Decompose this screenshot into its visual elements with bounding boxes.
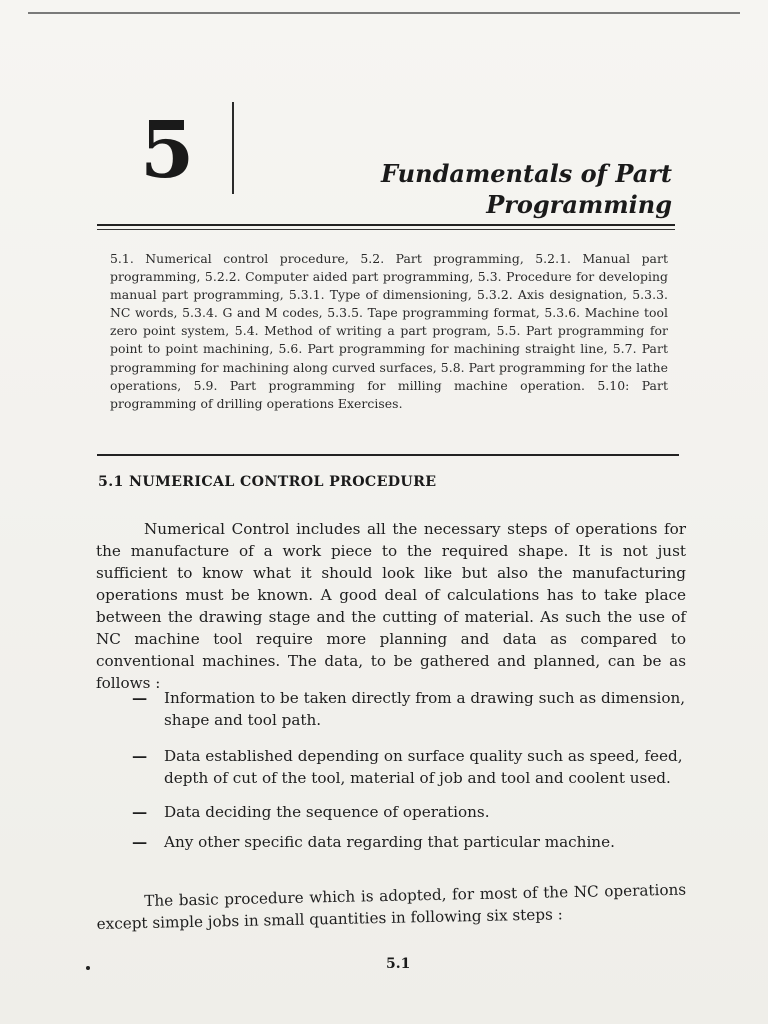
list-item [132, 745, 692, 789]
chapter-number: 5 [140, 105, 195, 196]
list-item-text: Information to be taken directly from a drawing such as dimension, shape and tool path. [164, 689, 686, 729]
list-item [132, 831, 692, 853]
list-dash: — [132, 689, 148, 707]
title-double-rule [97, 224, 675, 230]
contents-rule [97, 454, 679, 456]
list-dash: — [132, 833, 148, 851]
data-list [132, 687, 692, 853]
stray-ink-dot [86, 966, 90, 970]
paragraph-intro: Numerical Control includes all the necessary steps of operations for the manufacture of a work piece to the required shape. It is not just sufficient to know what it should look like but also the manufacturing operations must be known. A good deal of calculations has to take place between the drawing stage and the cutting of material. As such the use of NC machine tool require more planning and data as compared to conventional machines. The data, to be gathered and planned, can be as follows : [96, 520, 686, 693]
list-dash: — [132, 747, 148, 765]
section-heading: 5.1 NUMERICAL CONTROL PROCEDURE [98, 474, 437, 490]
title-rule-thin [97, 229, 675, 230]
list-item-text: Data deciding the sequence of operations. [164, 803, 490, 821]
chapter-divider [232, 102, 234, 194]
page-number: 5.1 [386, 956, 411, 972]
list-item-text: Data established depending on surface quality such as speed, feed, depth of cut of the tool, material of job and tool and coolent used. [164, 747, 683, 787]
chapter-contents: 5.1. Numerical control procedure, 5.2. Part programming, 5.2.1. Manual part programming, 5.2.2. Computer aided part programming, 5.3. Procedure for developing manual part programming, 5.3.1. Type of dimensioning, 5.3.2. Axis designation, 5.3.3. NC words, 5.3.4. G and M codes, 5.3.5. Tape programming format, 5.3.6. Machine tool zero point system, 5.4. Method of writing a part program, 5.5. Part programming for point to point machining, 5.6. Part programming for machining straight line, 5.7. Part programming for machining along curved surfaces, 5.8. Part programming for the lathe operations, 5.9. Part programming for milling machine operation. 5.10: Part programming of drilling operations Exercises. [110, 251, 668, 411]
paragraph-procedure: The basic procedure which is adopted, for most of the NC operations except simple jobs in small quantities in following six steps : [96, 880, 687, 934]
list-item [132, 801, 692, 823]
list-item [132, 687, 692, 731]
title-rule-thick [97, 224, 675, 226]
list-dash: — [132, 803, 148, 821]
chapter-title-line-1: Fundamentals of Part [381, 159, 672, 188]
chapter-title-line-2: Programming [486, 190, 672, 219]
chapter-title [381, 158, 672, 220]
list-item-text: Any other specific data regarding that particular machine. [164, 833, 615, 851]
top-edge-rule [28, 12, 740, 14]
